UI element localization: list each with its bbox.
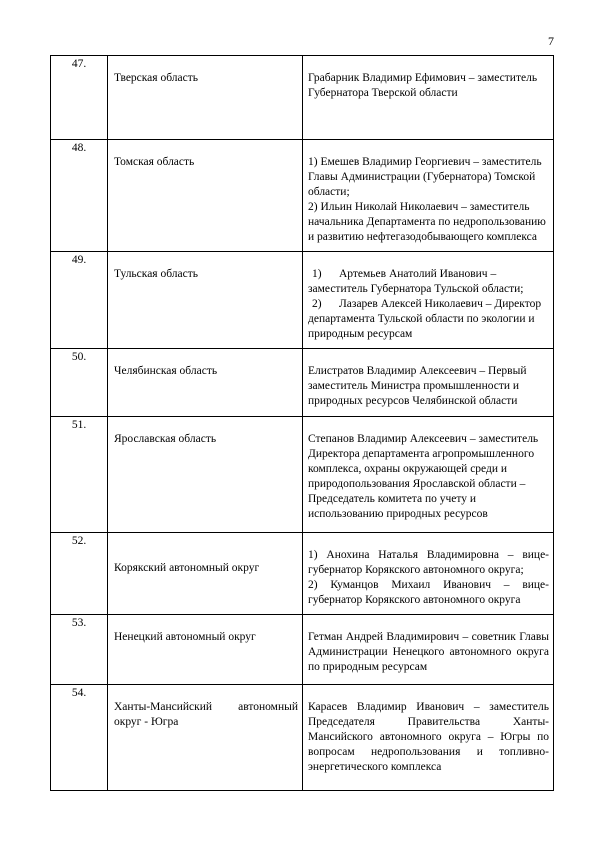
- official-description: Елистратов Владимир Алексеевич – Первый заместитель Министра промышленности и природных ресурсов Челябинской области: [303, 349, 554, 417]
- list-marker: 1): [312, 268, 322, 280]
- region-name: Тверская область: [108, 56, 303, 140]
- table-row: [51, 685, 554, 791]
- region-name: Корякский автономный округ: [108, 533, 303, 615]
- region-name: Тульская область: [108, 252, 303, 349]
- official-item-text: Артемьев Анатолий Иванович – заместитель Губернатора Тульской области;: [308, 268, 524, 295]
- page-number: 7: [548, 34, 554, 48]
- official-item-text: Лазарев Алексей Николаевич – Директор департамента Тульской области по экологии и природным ресурсам: [308, 298, 542, 340]
- region-name: Ненецкий автономный округ: [108, 615, 303, 685]
- official-item: 1) Анохина Наталья Владимировна – вице-губернатор Корякского автономного округа;: [308, 549, 549, 576]
- row-number: 50.: [51, 349, 108, 417]
- official-description: Степанов Владимир Алексеевич – заместитель Директора департамента агропромышленного комплекса, охраны окружающей среди и природопользования Ярославской области – Председатель комитета по учету и использованию природных ресурсов: [303, 417, 554, 533]
- row-number: 51.: [51, 417, 108, 533]
- region-name: Ярославская область: [108, 417, 303, 533]
- table-row: [51, 140, 554, 252]
- row-number: 54.: [51, 685, 108, 791]
- official-item: 1) Емешев Владимир Георгиевич – заместитель Главы Администрации (Губернатора) Томской области;: [308, 156, 542, 198]
- officials-table: [50, 55, 554, 791]
- official-description: [303, 533, 554, 615]
- row-number: 49.: [51, 252, 108, 349]
- row-number: 53.: [51, 615, 108, 685]
- table-row: [51, 252, 554, 349]
- official-description: Карасев Владимир Иванович – заместитель Председателя Правительства Ханты-Мансийского автономного округа – Югры по вопросам недропользования и топливно-энергетического комплекса: [303, 685, 554, 791]
- official-description: [303, 252, 554, 349]
- table-row: [51, 349, 554, 417]
- official-item: [308, 297, 549, 342]
- official-description: [303, 140, 554, 252]
- region-name: Ханты-Мансийский автономный округ - Югра: [108, 685, 303, 791]
- official-item: 2) Куманцов Михаил Иванович – вице-губернатор Корякского автономного округа: [308, 579, 549, 606]
- table-row: [51, 533, 554, 615]
- table-row: [51, 615, 554, 685]
- list-marker: 2): [312, 298, 322, 310]
- row-number: 52.: [51, 533, 108, 615]
- region-name: Томская область: [108, 140, 303, 252]
- official-item: 2) Ильин Николай Николаевич – заместитель начальника Департамента по недропользованию и развитию нефтегазодобывающего комплекса: [308, 201, 546, 243]
- official-description: Гетман Андрей Владимирович – советник Главы Администрации Ненецкого автономного округа по природным ресурсам: [303, 615, 554, 685]
- official-description: Грабарник Владимир Ефимович – заместитель Губернатора Тверской области: [303, 56, 554, 140]
- row-number: 48.: [51, 140, 108, 252]
- table-row: [51, 56, 554, 140]
- row-number: 47.: [51, 56, 108, 140]
- table-row: [51, 417, 554, 533]
- official-item: [308, 267, 549, 297]
- region-name: Челябинская область: [108, 349, 303, 417]
